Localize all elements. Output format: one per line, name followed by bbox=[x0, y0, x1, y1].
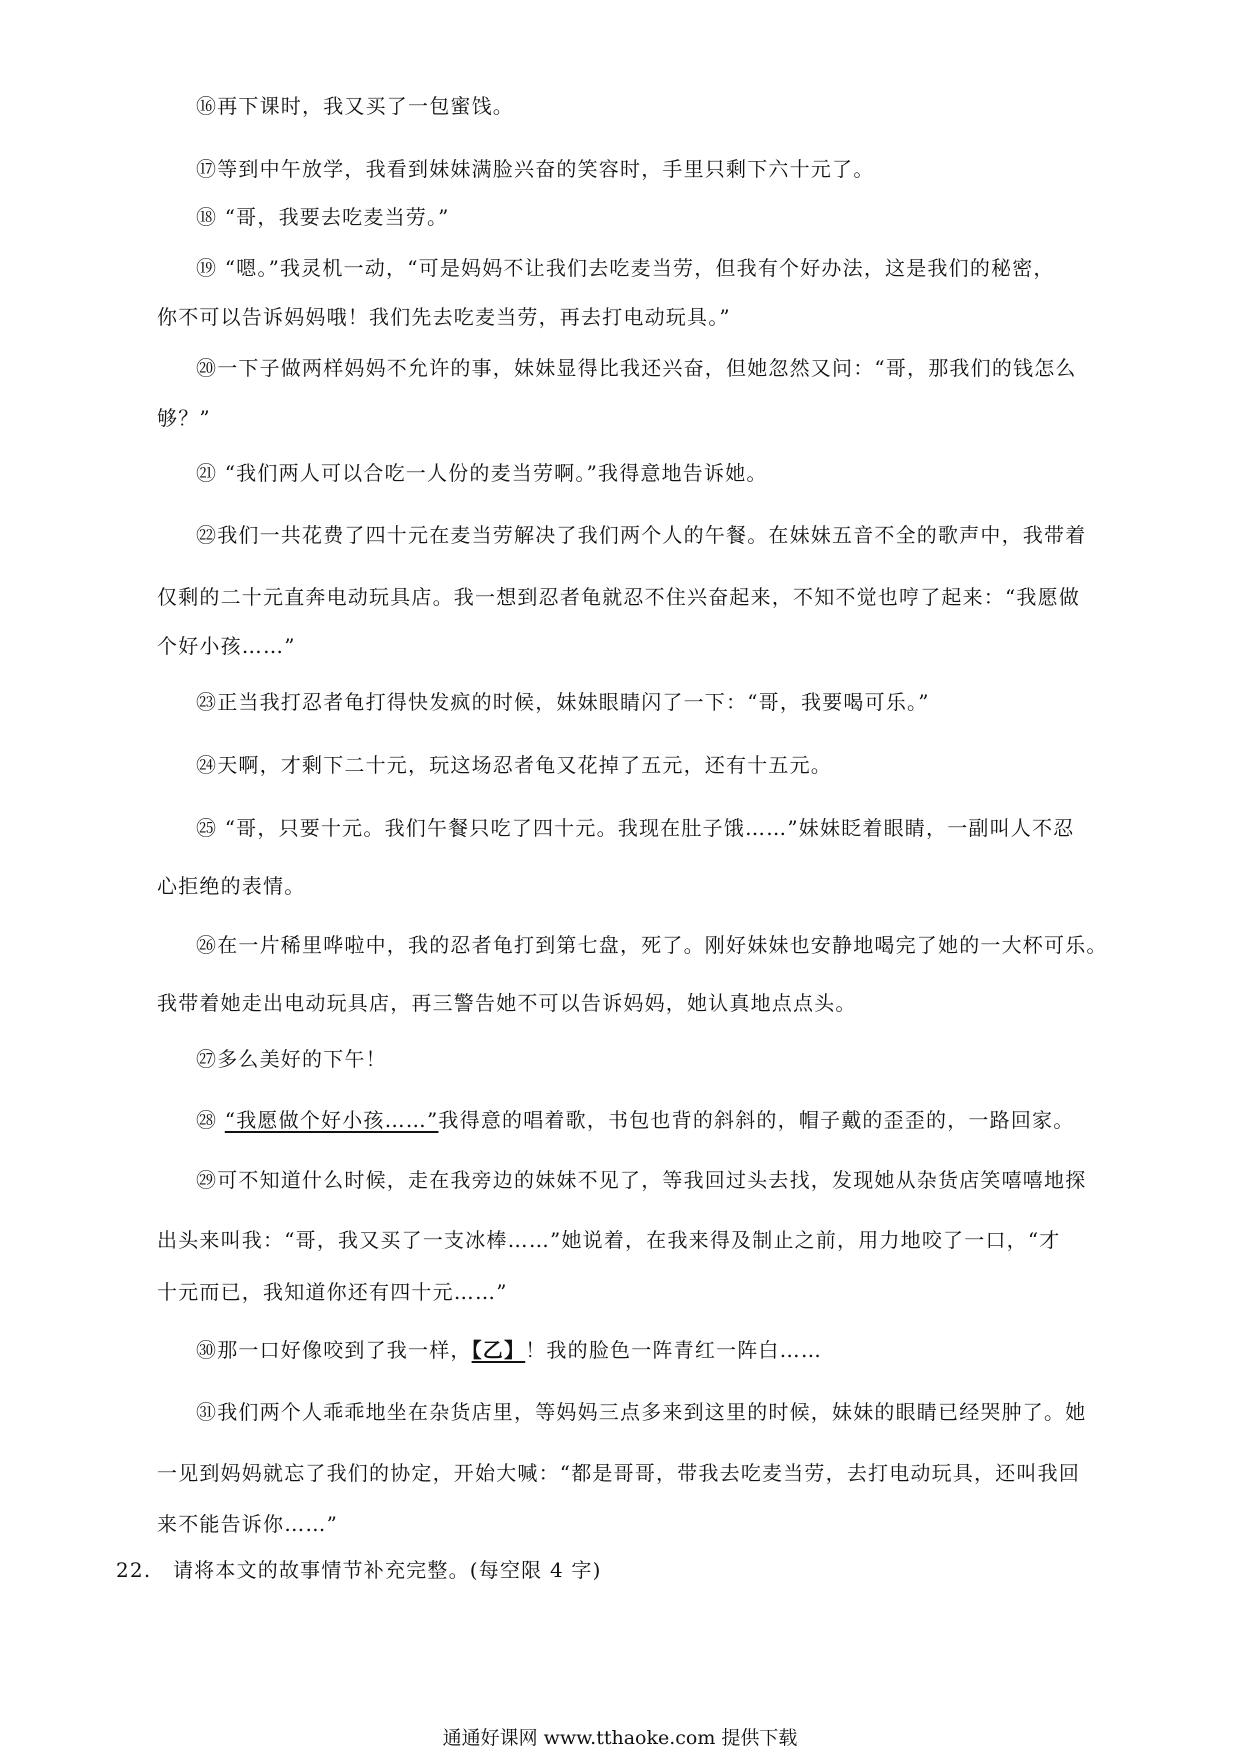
question-text: 请将本文的故事情节补充完整。(每空限 4 字) bbox=[172, 1558, 602, 1582]
paragraph-30 bbox=[196, 1340, 822, 1360]
paragraph-29-line-3: 十元而已，我知道你还有四十元……” bbox=[157, 1280, 508, 1304]
paragraph-22-line-3: 个好小孩……” bbox=[157, 634, 296, 658]
paragraph-30-text-after: ！我的脸色一阵青红一阵白…… bbox=[525, 1338, 823, 1362]
paragraph-18: ⑱ “哥，我要去吃麦当劳。” bbox=[196, 205, 450, 229]
blank-yi: 【乙】 bbox=[471, 1338, 526, 1362]
paragraph-17: ⑰等到中午放学，我看到妹妹满脸兴奋的笑容时，手里只剩下六十元了。 bbox=[196, 157, 875, 181]
paragraph-23: ㉓正当我打忍者龟打得快发疯的时候，妹妹眼睛闪了一下：“哥，我要喝可乐。” bbox=[196, 690, 930, 714]
paragraph-19-line-1: ⑲ “嗯。”我灵机一动，“可是妈妈不让我们去吃麦当劳，但我有个好办法，这是我们的秘密， bbox=[196, 256, 1055, 280]
paragraph-31-line-3: 来不能告诉你……” bbox=[157, 1512, 339, 1536]
page-footer: 通通好课网 www.tthaoke.com 提供下载 bbox=[442, 1727, 798, 1749]
paragraph-21: ㉑ “我们两人可以合吃一人份的麦当劳啊。”我得意地告诉她。 bbox=[196, 461, 768, 485]
paragraph-28 bbox=[196, 1110, 1074, 1130]
paragraph-22-line-2: 仅剩的二十元直奔电动玩具店。我一想到忍者龟就忍不住兴奋起来，不知不觉也哼了起来：“我愿做 bbox=[157, 585, 1081, 609]
paragraph-26-line-1: ㉖在一片稀里哗啦中，我的忍者龟打到第七盘，死了。刚好妹妹也安静地喝完了她的一大杯可乐。 bbox=[196, 933, 1108, 957]
paragraph-28-text: 我得意的唱着歌，书包也背的斜斜的，帽子戴的歪歪的，一路回家。 bbox=[438, 1108, 1075, 1132]
paragraph-19-line-2: 你不可以告诉妈妈哦！我们先去吃麦当劳，再去打电动玩具。” bbox=[157, 305, 731, 329]
paragraph-29-line-1: ㉙可不知道什么时候，走在我旁边的妹妹不见了，等我回过头去找，发现她从杂货店笑嘻嘻地探 bbox=[196, 1168, 1087, 1192]
question-number: 22. bbox=[116, 1558, 152, 1582]
paragraph-20-line-2: 够？” bbox=[157, 406, 211, 430]
paragraph-24: ㉔天啊，才剩下二十元，玩这场忍者龟又花掉了五元，还有十五元。 bbox=[196, 753, 832, 777]
question-22 bbox=[116, 1560, 602, 1580]
paragraph-20-line-1: ⑳一下子做两样妈妈不允许的事，妹妹显得比我还兴奋，但她忽然又问：“哥，那我们的钱怎么 bbox=[196, 356, 1077, 380]
paragraph-31-line-2: 一见到妈妈就忘了我们的协定，开始大喊：“都是哥哥，带我去吃麦当劳，去打电动玩具，还叫我回 bbox=[157, 1461, 1081, 1485]
underlined-quote: “我愿做个好小孩……” bbox=[224, 1108, 439, 1132]
paragraph-30-text-before: ㉚那一口好像咬到了我一样， bbox=[196, 1338, 472, 1362]
paragraph-16: ⑯再下课时，我又买了一包蜜饯。 bbox=[196, 94, 514, 118]
paragraph-31-line-1: ㉛我们两个人乖乖地坐在杂货店里，等妈妈三点多来到这里的时候，妹妹的眼睛已经哭肿了。她 bbox=[196, 1400, 1087, 1424]
paragraph-25-line-2: 心拒绝的表情。 bbox=[157, 874, 306, 898]
paragraph-22-line-1: ㉒我们一共花费了四十元在麦当劳解决了我们两个人的午餐。在妹妹五音不全的歌声中，我带着 bbox=[196, 523, 1087, 547]
paragraph-26-line-2: 我带着她走出电动玩具店，再三警告她不可以告诉妈妈，她认真地点点头。 bbox=[157, 991, 857, 1015]
paragraph-28-number: ㉘ bbox=[196, 1108, 225, 1132]
paragraph-29-line-2: 出头来叫我：“哥，我又买了一支冰棒……”她说着，在我来得及制止之前，用力地咬了一口，“才 bbox=[157, 1228, 1061, 1252]
paragraph-25-line-1: ㉕ “哥，只要十元。我们午餐只吃了四十元。我现在肚子饿……”妹妹眨着眼睛，一副叫人不忍 bbox=[196, 816, 1075, 840]
paragraph-27: ㉗多么美好的下午！ bbox=[196, 1047, 387, 1071]
